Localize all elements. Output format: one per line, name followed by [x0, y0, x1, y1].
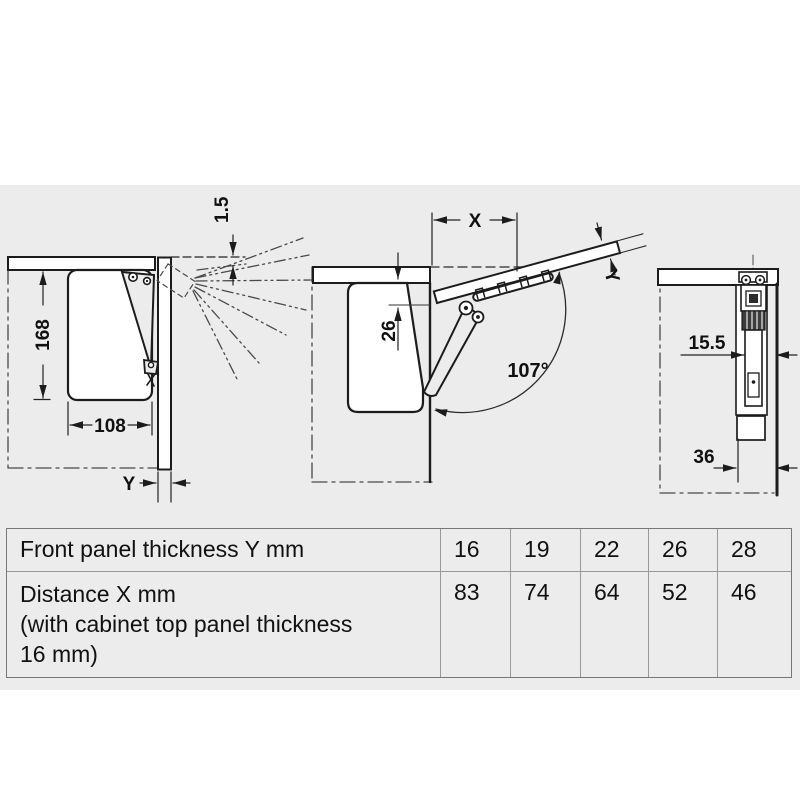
flap-phantom-positions	[193, 238, 313, 379]
closed-side-view	[8, 196, 313, 502]
table-row2-value-1: 83	[440, 571, 510, 677]
dim-y-flap-label: Y	[599, 267, 624, 286]
dim-x-label: X	[468, 211, 482, 232]
drawing-panel	[0, 185, 800, 690]
rod-slot	[748, 373, 759, 397]
table-row2-label-line1: Distance X mm	[20, 581, 176, 607]
arc-arrow-lower	[433, 406, 447, 416]
front-view	[658, 255, 797, 495]
flap-extension-inner	[620, 246, 646, 253]
table-row2-label	[7, 571, 440, 677]
front-flap-open	[434, 241, 620, 303]
dim-26-label: 26	[379, 320, 400, 342]
dim-108-label: 108	[94, 416, 126, 437]
fitting-lower-block	[737, 416, 765, 440]
arm-pivot-2-dot	[476, 315, 480, 319]
pivot-top-dot	[132, 276, 135, 279]
table-row1-value-4: 26	[648, 529, 717, 571]
table-row1-value-2: 19	[510, 529, 580, 571]
dim-107-label: 107°	[507, 360, 549, 382]
screw-right-dot	[759, 279, 762, 282]
dim-1_5-label: 1.5	[212, 196, 233, 223]
front-flap-closed	[158, 258, 171, 470]
table-row2-value-3: 64	[580, 571, 648, 677]
table-row1-label: Front panel thickness Y mm	[20, 536, 305, 562]
lift-arm-open	[424, 305, 480, 396]
table-row1-value-1: 16	[440, 529, 510, 571]
table-row2-label-line3: 16 mm)	[20, 641, 98, 667]
flap-extension-outer	[617, 234, 643, 241]
table-row1-value-3: 22	[580, 529, 648, 571]
pivot-bottom	[148, 362, 153, 367]
dim-y-left-label: Y	[122, 474, 136, 495]
table-row2-label-line2: (with cabinet top panel thickness	[20, 611, 353, 637]
screw-left-dot	[745, 279, 748, 282]
cabinet-top-panel-2	[313, 267, 430, 283]
rod-slot-dot	[752, 380, 756, 384]
dim-36-label: 36	[693, 447, 715, 468]
dim-15_5-label: 15.5	[688, 333, 726, 354]
dim-1_5-lines	[171, 235, 245, 285]
table-row2-value-4: 52	[648, 571, 717, 677]
dim-y-left-lines	[140, 472, 190, 502]
dim-36-lines	[714, 439, 797, 482]
dim-168-label: 168	[33, 319, 54, 351]
table-row1-value-5: 28	[717, 529, 791, 571]
pivot-top-2-dot	[146, 280, 148, 282]
fitting-front-view	[736, 272, 767, 440]
table-row2-value-5: 46	[717, 571, 791, 677]
fitting-body-open	[348, 283, 423, 412]
table-row2-value-2: 74	[510, 571, 580, 677]
dimension-table	[6, 528, 792, 678]
arm-pivot-1-dot	[464, 306, 468, 310]
fitting-diagrams	[0, 185, 800, 528]
upper-block-detail	[749, 294, 758, 303]
cabinet-top-panel	[8, 257, 155, 270]
open-side-view	[312, 211, 646, 482]
